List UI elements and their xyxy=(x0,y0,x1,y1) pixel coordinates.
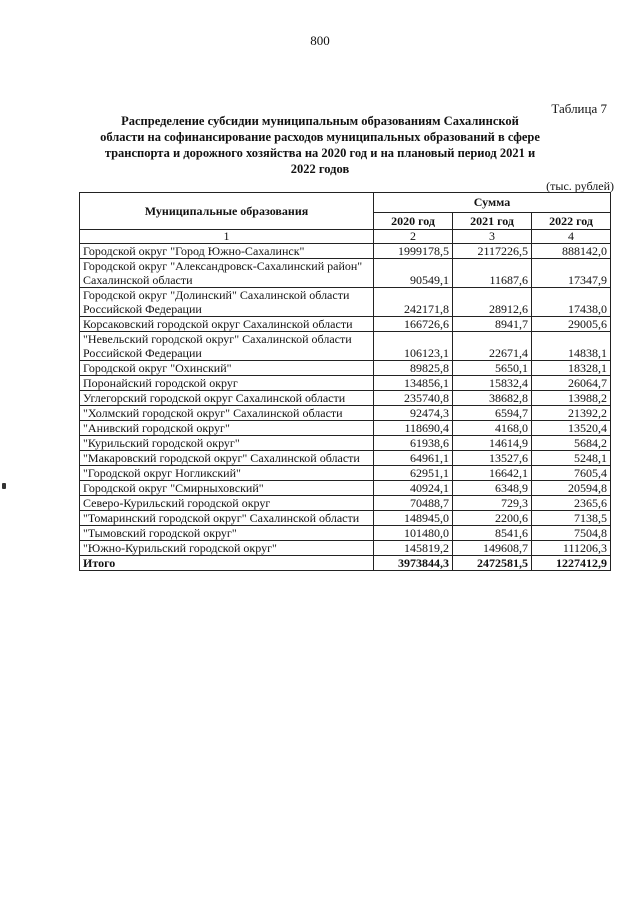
page-number: 800 xyxy=(310,33,330,48)
value-2022: 13520,4 xyxy=(532,421,611,436)
table-row xyxy=(80,317,611,332)
municipality-name: Городской округ "Долинский" Сахалинской области Российской Федерации xyxy=(80,288,374,317)
total-2021: 2472581,5 xyxy=(453,556,532,571)
value-2020: 101480,0 xyxy=(374,526,453,541)
municipality-name: "Макаровский городской округ" Сахалинской области xyxy=(80,451,374,466)
municipality-name: Поронайский городской округ xyxy=(80,376,374,391)
header-index-3: 3 xyxy=(453,230,532,244)
value-2021: 5650,1 xyxy=(453,361,532,376)
header-index-2: 2 xyxy=(374,230,453,244)
scan-mark xyxy=(2,483,6,489)
value-2022: 26064,7 xyxy=(532,376,611,391)
table-row xyxy=(80,541,611,556)
value-2020: 70488,7 xyxy=(374,496,453,511)
municipality-name: Городской округ "Город Южно-Сахалинск" xyxy=(80,244,374,259)
value-2020: 89825,8 xyxy=(374,361,453,376)
total-2022: 1227412,9 xyxy=(532,556,611,571)
municipality-name: Городской округ "Александровск-Сахалинский район" Сахалинской области xyxy=(80,259,374,288)
municipality-name: "Анивский городской округ" xyxy=(80,421,374,436)
value-2022: 7138,5 xyxy=(532,511,611,526)
value-2020: 90549,1 xyxy=(374,259,453,288)
value-2021: 16642,1 xyxy=(453,466,532,481)
header-municipalities: Муниципальные образования xyxy=(80,193,374,230)
header-sum: Сумма xyxy=(374,193,611,213)
value-2020: 106123,1 xyxy=(374,332,453,361)
value-2022: 7504,8 xyxy=(532,526,611,541)
value-2020: 242171,8 xyxy=(374,288,453,317)
municipality-name: Северо-Курильский городской округ xyxy=(80,496,374,511)
subsidy-table xyxy=(79,192,611,571)
municipality-name: "Городской округ Ногликский" xyxy=(80,466,374,481)
value-2020: 148945,0 xyxy=(374,511,453,526)
municipality-name: "Курильский городской округ" xyxy=(80,436,374,451)
municipality-name: "Невельский городской округ" Сахалинской области Российской Федерации xyxy=(80,332,374,361)
value-2021: 729,3 xyxy=(453,496,532,511)
header-year-2021: 2021 год xyxy=(453,213,532,230)
value-2021: 28912,6 xyxy=(453,288,532,317)
table-row xyxy=(80,421,611,436)
value-2022: 18328,1 xyxy=(532,361,611,376)
table-row xyxy=(80,259,611,288)
value-2022: 21392,2 xyxy=(532,406,611,421)
header-year-2022: 2022 год xyxy=(532,213,611,230)
municipality-name: "Томаринский городской округ" Сахалинской области xyxy=(80,511,374,526)
value-2021: 38682,8 xyxy=(453,391,532,406)
value-2022: 20594,8 xyxy=(532,481,611,496)
value-2022: 13988,2 xyxy=(532,391,611,406)
table-row xyxy=(80,466,611,481)
municipality-name: Городской округ "Смирныховский" xyxy=(80,481,374,496)
value-2021: 6348,9 xyxy=(453,481,532,496)
value-2020: 61938,6 xyxy=(374,436,453,451)
value-2022: 29005,6 xyxy=(532,317,611,332)
table-row xyxy=(80,526,611,541)
value-2021: 8541,6 xyxy=(453,526,532,541)
table-row xyxy=(80,451,611,466)
value-2021: 15832,4 xyxy=(453,376,532,391)
value-2021: 149608,7 xyxy=(453,541,532,556)
table-row xyxy=(80,496,611,511)
table-row xyxy=(80,511,611,526)
header-index-4: 4 xyxy=(532,230,611,244)
table-label: Таблица 7 xyxy=(551,101,607,116)
table-row xyxy=(80,361,611,376)
table-row xyxy=(80,244,611,259)
value-2020: 1999178,5 xyxy=(374,244,453,259)
value-2022: 14838,1 xyxy=(532,332,611,361)
value-2022: 7605,4 xyxy=(532,466,611,481)
value-2021: 14614,9 xyxy=(453,436,532,451)
municipality-name: Корсаковский городской округ Сахалинской области xyxy=(80,317,374,332)
value-2022: 2365,6 xyxy=(532,496,611,511)
value-2022: 5248,1 xyxy=(532,451,611,466)
value-2020: 235740,8 xyxy=(374,391,453,406)
document-title: Распределение субсидии муниципальным образованиям Сахалинской области на софинансирование расходов муниципальных образований в сфере транспорта и дорожного хозяйства на 2020 год и на плановый период 2021 и 2022 годов xyxy=(100,114,540,176)
table-row xyxy=(80,391,611,406)
value-2021: 6594,7 xyxy=(453,406,532,421)
value-2022: 888142,0 xyxy=(532,244,611,259)
value-2022: 17438,0 xyxy=(532,288,611,317)
municipality-name: "Южно-Курильский городской округ" xyxy=(80,541,374,556)
value-2022: 5684,2 xyxy=(532,436,611,451)
value-2021: 2117226,5 xyxy=(453,244,532,259)
table-row xyxy=(80,481,611,496)
table-row xyxy=(80,406,611,421)
table-row xyxy=(80,288,611,317)
table-row xyxy=(80,332,611,361)
value-2020: 134856,1 xyxy=(374,376,453,391)
table-row xyxy=(80,436,611,451)
units-label: (тыс. рублей) xyxy=(546,179,614,193)
value-2020: 64961,1 xyxy=(374,451,453,466)
value-2020: 92474,3 xyxy=(374,406,453,421)
value-2021: 22671,4 xyxy=(453,332,532,361)
value-2022: 17347,9 xyxy=(532,259,611,288)
municipality-name: Городской округ "Охинский" xyxy=(80,361,374,376)
header-year-2020: 2020 год xyxy=(374,213,453,230)
value-2022: 111206,3 xyxy=(532,541,611,556)
value-2020: 145819,2 xyxy=(374,541,453,556)
value-2021: 11687,6 xyxy=(453,259,532,288)
value-2021: 8941,7 xyxy=(453,317,532,332)
municipality-name: "Тымовский городской округ" xyxy=(80,526,374,541)
table-row xyxy=(80,376,611,391)
total-label: Итого xyxy=(80,556,374,571)
value-2020: 62951,1 xyxy=(374,466,453,481)
municipality-name: "Холмский городской округ" Сахалинской области xyxy=(80,406,374,421)
total-row xyxy=(80,556,611,571)
value-2020: 40924,1 xyxy=(374,481,453,496)
value-2021: 2200,6 xyxy=(453,511,532,526)
value-2021: 13527,6 xyxy=(453,451,532,466)
total-2020: 3973844,3 xyxy=(374,556,453,571)
municipality-name: Углегорский городской округ Сахалинской области xyxy=(80,391,374,406)
value-2020: 166726,6 xyxy=(374,317,453,332)
header-index-1: 1 xyxy=(80,230,374,244)
value-2021: 4168,0 xyxy=(453,421,532,436)
value-2020: 118690,4 xyxy=(374,421,453,436)
